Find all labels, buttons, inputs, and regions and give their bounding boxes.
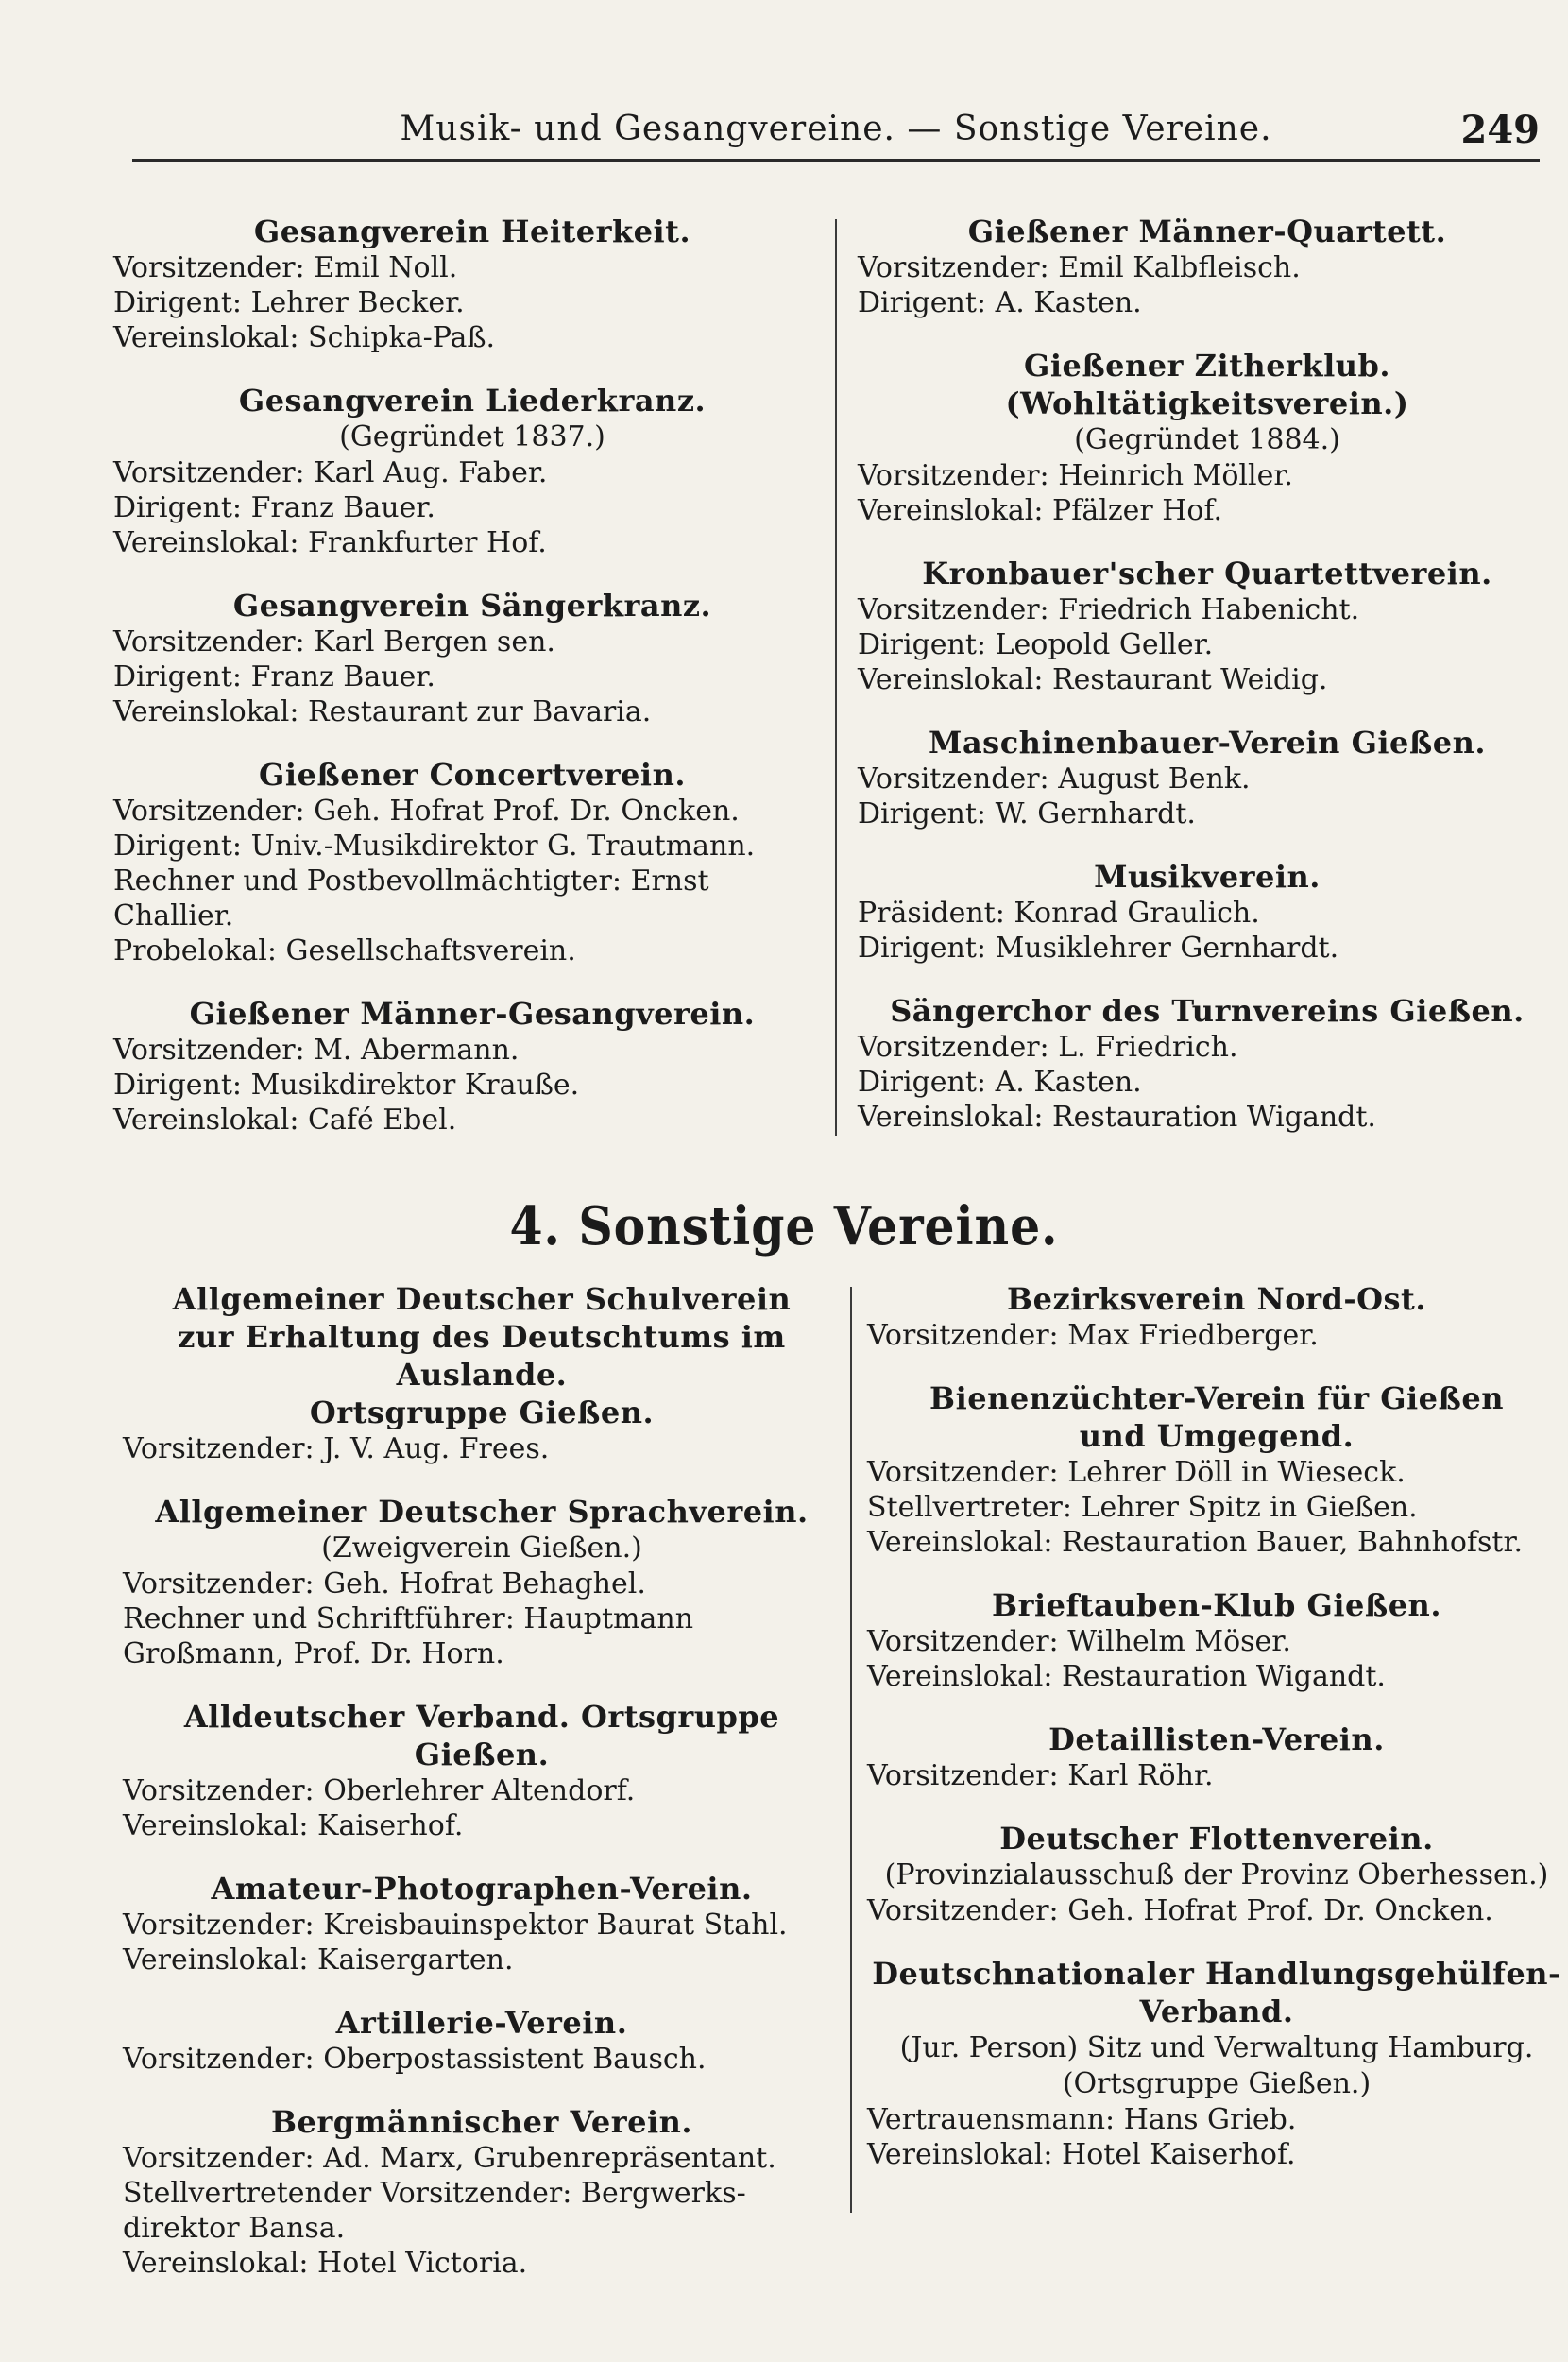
- association-detail-line: [867, 1659, 1566, 1694]
- running-title: Musik- und Gesangvereine. — Sonstige Vereine.: [400, 110, 1272, 148]
- association-detail-line: [113, 829, 831, 864]
- detail-value: Emil Noll.: [314, 251, 458, 284]
- detail-label: Vorsitzender:: [858, 762, 1049, 796]
- association-detail-line: [867, 1318, 1566, 1353]
- detail-label: Dirigent:: [113, 1069, 243, 1102]
- association-detail-line: [867, 1490, 1566, 1525]
- association-name: Gießener Männer-Gesangverein.: [189, 996, 756, 1032]
- column-divider-bottom: [850, 1287, 852, 2213]
- association-entry: [867, 1720, 1566, 1793]
- detail-value: Konrad Graulich.: [1014, 897, 1260, 930]
- detail-value: Restaurant zur Bavaria.: [308, 695, 652, 728]
- detail-value: Geh. Hofrat Prof. Dr. Oncken.: [1067, 1894, 1493, 1927]
- association-name: Bienenzüchter-Verein für Gießen: [929, 1380, 1504, 1416]
- association-entry: [858, 213, 1557, 320]
- detail-value: Hotel Victoria.: [317, 2247, 528, 2280]
- detail-value: Pfälzer Hof.: [1052, 494, 1223, 527]
- detail-label: Vereinslokal:: [113, 1104, 299, 1137]
- association-entry: [867, 1379, 1566, 1560]
- association-detail-line: [123, 1601, 841, 1636]
- detail-value: Karl Aug. Faber.: [314, 456, 548, 489]
- association-name: Sängerchor des Turnvereins Gießen.: [890, 993, 1525, 1029]
- association-detail-line: [858, 1100, 1557, 1135]
- association-name: Maschinenbauer-Verein Gießen.: [929, 725, 1486, 761]
- association-detail-line: [123, 1943, 841, 1977]
- detail-value: Hauptmann: [523, 1602, 694, 1635]
- detail-value: Musiklehrer Gernhardt.: [995, 932, 1339, 965]
- association-detail-line: [123, 2176, 841, 2211]
- detail-label: Vereinslokal:: [123, 2247, 309, 2280]
- detail-label: Vereinslokal:: [858, 663, 1044, 696]
- association-detail-line: [858, 627, 1557, 662]
- detail-value: Großmann, Prof. Dr. Horn.: [123, 1637, 504, 1670]
- detail-value: Karl Bergen sen.: [314, 625, 555, 659]
- association-entry: [867, 1820, 1566, 1928]
- detail-value: Kaisergarten.: [317, 1943, 514, 1977]
- detail-value: J. V. Aug. Frees.: [323, 1432, 550, 1465]
- association-detail-line: [113, 899, 831, 933]
- section-heading: 4. Sonstige Vereine.: [509, 1195, 1059, 1258]
- association-entry: [123, 1280, 841, 1466]
- association-name: Gießener Concertverein.: [259, 757, 686, 793]
- detail-label: Rechner und Postbevollmächtigter:: [113, 864, 622, 898]
- detail-label: Vereinslokal:: [113, 321, 299, 354]
- association-name: Alldeutscher Verband. Ortsgruppe Gießen.: [183, 1699, 780, 1772]
- association-detail-line: [858, 762, 1557, 796]
- detail-value: Karl Röhr.: [1067, 1759, 1214, 1792]
- detail-value: Oberpostassistent Bausch.: [323, 2043, 707, 2076]
- detail-value: M. Abermann.: [314, 1034, 520, 1067]
- association-entry: [113, 756, 831, 968]
- detail-label: Dirigent:: [113, 286, 243, 319]
- association-detail-line: [123, 2141, 841, 2176]
- detail-label: Dirigent:: [113, 660, 243, 693]
- association-entry: [858, 992, 1557, 1135]
- association-detail-line: [113, 1068, 831, 1103]
- detail-label: Vorsitzender:: [113, 251, 305, 284]
- association-detail-line: [123, 1808, 841, 1843]
- detail-label: Vereinslokal:: [113, 526, 299, 559]
- detail-label: Vorsitzender:: [113, 625, 305, 659]
- detail-label: Dirigent:: [113, 491, 243, 524]
- detail-value: Hans Grieb.: [1123, 2103, 1297, 2136]
- association-note: (Gegründet 1884.): [1074, 423, 1340, 456]
- column-top-right: [858, 213, 1557, 1161]
- detail-label: Vorsitzender:: [113, 1034, 305, 1067]
- association-detail-line: [858, 1065, 1557, 1100]
- detail-label: Vereinslokal:: [858, 1101, 1044, 1134]
- detail-value: Heinrich Möller.: [1058, 459, 1293, 492]
- association-name: Gesangverein Sängerkranz.: [232, 588, 712, 624]
- association-detail-line: [867, 2102, 1566, 2137]
- detail-value: August Benk.: [1058, 762, 1251, 796]
- association-entry: [858, 347, 1557, 528]
- association-detail-line: [113, 320, 831, 355]
- association-detail-line: [113, 659, 831, 694]
- running-head: [132, 102, 1540, 162]
- detail-label: Vorsitzender:: [858, 1031, 1049, 1064]
- detail-value: Wilhelm Möser.: [1067, 1625, 1291, 1658]
- detail-label: Dirigent:: [858, 1066, 987, 1099]
- association-entry: [113, 213, 831, 355]
- association-detail-line: [113, 525, 831, 560]
- detail-label: Dirigent:: [858, 797, 987, 830]
- association-detail-line: [113, 1033, 831, 1068]
- detail-label: Dirigent:: [113, 830, 243, 863]
- association-name: Bergmännischer Verein.: [270, 2104, 693, 2140]
- detail-label: Vorsitzender:: [123, 1432, 315, 1465]
- detail-value: Hotel Kaiserhof.: [1062, 2138, 1296, 2171]
- detail-label: Vereinslokal:: [858, 494, 1044, 527]
- association-detail-line: [123, 1636, 841, 1671]
- association-detail-line: [858, 250, 1557, 285]
- association-note: (Provinzialausschuß der Provinz Oberhessen.): [884, 1858, 1549, 1891]
- detail-value: Gesellschaftsverein.: [285, 934, 576, 967]
- detail-label: Vereinslokal:: [123, 1809, 309, 1842]
- association-entry: [123, 1493, 841, 1671]
- column-divider-top: [835, 219, 837, 1136]
- association-name: Allgemeiner Deutscher Schulverein: [172, 1281, 792, 1317]
- detail-label: Vereinslokal:: [867, 1526, 1053, 1559]
- association-entry: [858, 724, 1557, 831]
- association-detail-line: [123, 2211, 841, 2246]
- detail-label: Vorsitzender:: [123, 1774, 315, 1807]
- detail-label: Vorsitzender:: [123, 1567, 315, 1600]
- detail-value: Café Ebel.: [308, 1104, 457, 1137]
- detail-label: Vereinslokal:: [123, 1943, 309, 1977]
- detail-value: Geh. Hofrat Prof. Dr. Oncken.: [314, 795, 740, 828]
- detail-value: Frankfurter Hof.: [308, 526, 547, 559]
- association-entry: [858, 858, 1557, 966]
- association-detail-line: [858, 896, 1557, 931]
- association-detail-line: [867, 2137, 1566, 2172]
- detail-label: Vorsitzender:: [123, 2142, 315, 2175]
- association-name: Allgemeiner Deutscher Sprachverein.: [155, 1494, 809, 1530]
- association-entry: [113, 587, 831, 729]
- detail-label: Stellvertretender Vorsitzender:: [123, 2177, 572, 2210]
- detail-value: Restauration Wigandt.: [1062, 1660, 1386, 1693]
- detail-value: Ernst: [630, 864, 709, 898]
- association-note: (Gegründet 1837.): [339, 420, 605, 454]
- association-entry: [867, 1280, 1566, 1353]
- association-detail-line: [858, 285, 1557, 320]
- detail-value: Geh. Hofrat Behaghel.: [323, 1567, 646, 1600]
- detail-value: Franz Bauer.: [250, 660, 435, 693]
- detail-value: W. Gernhardt.: [995, 797, 1196, 830]
- association-detail-line: [858, 493, 1557, 528]
- detail-label: Präsident:: [858, 897, 1005, 930]
- association-detail-line: [113, 794, 831, 829]
- association-entry: [113, 995, 831, 1138]
- association-detail-line: [867, 1624, 1566, 1659]
- association-detail-line: [113, 864, 831, 899]
- association-name: Deutscher Flottenverein.: [999, 1821, 1434, 1857]
- detail-value: Challier.: [113, 899, 234, 933]
- detail-value: Lehrer Becker.: [250, 286, 465, 319]
- association-detail-line: [867, 1758, 1566, 1793]
- association-entry: [858, 555, 1557, 697]
- detail-label: Vorsitzender:: [867, 1319, 1059, 1352]
- association-detail-line: [858, 662, 1557, 697]
- detail-label: Vorsitzender:: [113, 456, 305, 489]
- association-detail-line: [113, 933, 831, 968]
- detail-label: Vorsitzender:: [867, 1759, 1059, 1792]
- association-detail-line: [867, 1455, 1566, 1490]
- association-detail-line: [113, 490, 831, 525]
- detail-label: Stellvertreter:: [867, 1491, 1073, 1524]
- association-detail-line: [858, 931, 1557, 966]
- detail-value: Leopold Geller.: [995, 628, 1214, 661]
- column-top-left: [113, 213, 831, 1164]
- association-detail-line: [113, 1103, 831, 1138]
- association-entry: [123, 2004, 841, 2077]
- association-detail-line: [113, 625, 831, 659]
- detail-value: Lehrer Spitz in Gießen.: [1081, 1491, 1418, 1524]
- page-number: 249: [1460, 108, 1540, 152]
- association-entry: [123, 1870, 841, 1977]
- detail-value: Ad. Marx, Grubenrepräsentant.: [323, 2142, 776, 2175]
- detail-label: Vereinslokal:: [113, 695, 299, 728]
- detail-value: Friedrich Habenicht.: [1058, 593, 1360, 626]
- detail-value: Bergwerks-: [580, 2177, 746, 2210]
- association-detail-line: [858, 796, 1557, 831]
- detail-value: Max Friedberger.: [1067, 1319, 1319, 1352]
- association-name: Gesangverein Heiterkeit.: [253, 214, 691, 249]
- detail-label: Vereinslokal:: [867, 1660, 1053, 1693]
- association-name: Gießener Zitherklub. (Wohltätigkeitsverein.): [1005, 348, 1409, 421]
- association-note: (Ortsgruppe Gießen.): [1062, 2067, 1372, 2100]
- association-name: Kronbauer'scher Quartettverein.: [922, 556, 1492, 591]
- association-entry: [867, 1586, 1566, 1694]
- association-name: Ortsgruppe Gießen.: [309, 1395, 655, 1430]
- association-entry: [123, 1698, 841, 1843]
- column-bottom-right: [867, 1280, 1566, 2199]
- detail-value: Lehrer Döll in Wieseck.: [1067, 1456, 1406, 1489]
- association-detail-line: [123, 1566, 841, 1601]
- association-name: Brieftauben-Klub Gießen.: [992, 1587, 1441, 1623]
- detail-value: Schipka-Paß.: [308, 321, 496, 354]
- association-detail-line: [113, 694, 831, 729]
- detail-label: Rechner und Schriftführer:: [123, 1602, 515, 1635]
- detail-label: Dirigent:: [858, 286, 987, 319]
- association-name: und Umgegend.: [1079, 1418, 1355, 1454]
- detail-value: L. Friedrich.: [1058, 1031, 1238, 1064]
- association-name: Gesangverein Liederkranz.: [238, 383, 707, 419]
- association-name: Detaillisten-Verein.: [1048, 1721, 1385, 1757]
- association-detail-line: [113, 455, 831, 490]
- detail-value: Kaiserhof.: [317, 1809, 464, 1842]
- detail-label: Vorsitzender:: [858, 459, 1049, 492]
- detail-value: Musikdirektor Kraußе.: [250, 1069, 580, 1102]
- association-detail-line: [123, 2042, 841, 2077]
- detail-value: Univ.-Musikdirektor G. Trautmann.: [250, 830, 756, 863]
- detail-label: Vorsitzender:: [123, 2043, 315, 2076]
- association-name: Musikverein.: [1094, 859, 1321, 895]
- detail-value: Franz Bauer.: [250, 491, 435, 524]
- association-detail-line: [858, 592, 1557, 627]
- association-name: zur Erhaltung des Deutschtums im Auslande.: [178, 1319, 786, 1393]
- detail-label: Vorsitzender:: [867, 1894, 1059, 1927]
- detail-label: Probelokal:: [113, 934, 277, 967]
- association-name: Deutschnationaler Handlungsgehülfen-: [872, 1956, 1561, 1992]
- association-entry: [123, 2103, 841, 2281]
- detail-value: Restauration Bauer, Bahnhofstr.: [1062, 1526, 1524, 1559]
- association-detail-line: [867, 1893, 1566, 1928]
- association-note: (Zweigverein Gießen.): [321, 1532, 642, 1565]
- association-entry: [113, 382, 831, 560]
- detail-label: Dirigent:: [858, 628, 987, 661]
- column-bottom-left: [123, 1280, 841, 2307]
- association-detail-line: [113, 250, 831, 285]
- association-detail-line: [858, 458, 1557, 493]
- association-name: Artillerie-Verein.: [335, 2005, 628, 2041]
- detail-label: Vorsitzender:: [867, 1456, 1059, 1489]
- association-name: Verband.: [1139, 1994, 1294, 2029]
- detail-label: Vertrauensmann:: [867, 2103, 1116, 2136]
- association-name: Bezirksverein Nord-Ost.: [1007, 1281, 1426, 1317]
- detail-value: Emil Kalbfleisch.: [1058, 251, 1301, 284]
- detail-label: Vorsitzender:: [858, 251, 1049, 284]
- detail-value: Oberlehrer Altendorf.: [323, 1774, 636, 1807]
- detail-value: Restaurant Weidig.: [1052, 663, 1328, 696]
- association-detail-line: [123, 2246, 841, 2281]
- detail-value: Restauration Wigandt.: [1052, 1101, 1376, 1134]
- detail-label: Vorsitzender:: [867, 1625, 1059, 1658]
- association-detail-line: [123, 1908, 841, 1943]
- detail-label: Vorsitzender:: [858, 593, 1049, 626]
- detail-label: Dirigent:: [858, 932, 987, 965]
- association-detail-line: [123, 1431, 841, 1466]
- association-note: (Jur. Person) Sitz und Verwaltung Hamburg.: [899, 2031, 1534, 2064]
- detail-value: A. Kasten.: [995, 286, 1142, 319]
- association-name: Gießener Männer-Quartett.: [967, 214, 1447, 249]
- association-name: Amateur-Photographen-Verein.: [211, 1871, 753, 1907]
- detail-value: Kreisbauinspektor Baurat Stahl.: [323, 1908, 788, 1942]
- association-entry: [867, 1955, 1566, 2172]
- association-detail-line: [858, 1030, 1557, 1065]
- detail-value: direktor Bansa.: [123, 2212, 346, 2245]
- association-detail-line: [867, 1525, 1566, 1560]
- association-detail-line: [113, 285, 831, 320]
- detail-value: A. Kasten.: [995, 1066, 1142, 1099]
- detail-label: Vorsitzender:: [113, 795, 305, 828]
- detail-label: Vereinslokal:: [867, 2138, 1053, 2171]
- detail-label: Vorsitzender:: [123, 1908, 315, 1942]
- association-detail-line: [123, 1773, 841, 1808]
